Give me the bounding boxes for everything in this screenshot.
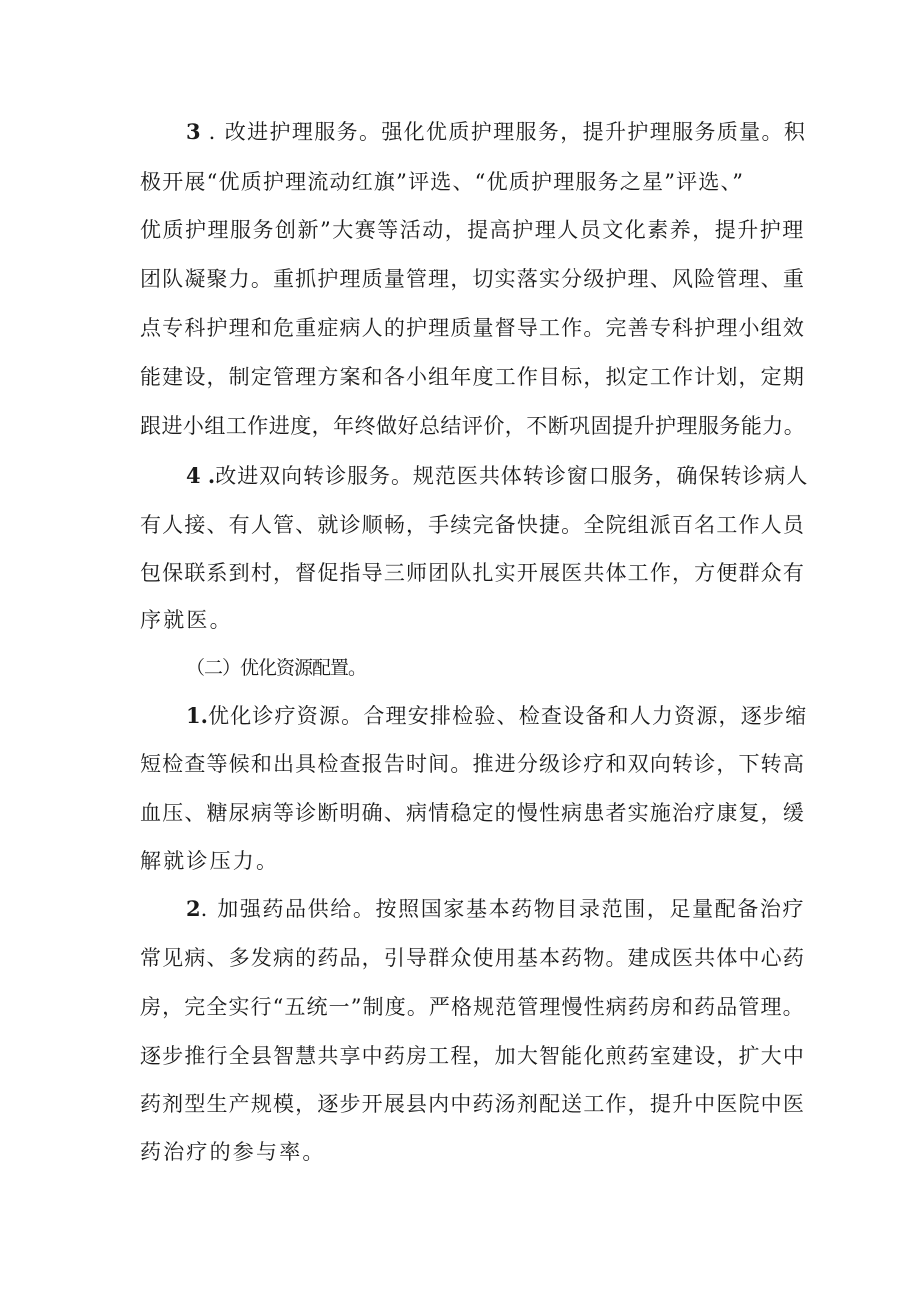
paragraph-line: 解就诊压力。 — [140, 849, 280, 873]
paragraph-line: 常见病、多发病的药品，引导群众使用基本药物。建成医共体中心药 — [140, 946, 805, 970]
paragraph-line: 有人接、有人管、就诊顺畅，手续完备快捷。全院组派百名工作人员 — [140, 513, 805, 537]
paragraph-4-line-1 — [186, 462, 809, 490]
paragraph-line: 跟进小组工作进度，年终做好总结评价，不断巩固提升护理服务能力。 — [140, 414, 806, 438]
paragraph-line: 药剂型生产规模，逐步开展县内中药汤剂配送工作，提升中医院中医 — [140, 1092, 805, 1116]
paragraph-line: 药治疗的参与率。 — [140, 1140, 326, 1164]
paragraph-text: . 加强药品供给。按照国家基本药物目录范围，足量配备治疗 — [200, 897, 806, 921]
paragraph-line: 极开展“优质护理流动红旗”评选、“优质护理服务之星”评选、” — [140, 170, 745, 194]
paragraph-text: 优化诊疗资源。合理安排检验、检查设备和人力资源，逐步缩 — [207, 704, 808, 728]
paragraph-text: 改进双向转诊服务。规范医共体转诊窗口服务，确保转诊病人 — [215, 464, 809, 488]
paragraph-line: 房，完全实行“五统一”制度。严格规范管理慢性病药房和药品管理。 — [140, 995, 805, 1019]
paragraph-number: 4 . — [186, 463, 216, 488]
paragraph-line: 短检查等候和出具检查报告时间。推进分级诊疗和双向转诊，下转高 — [140, 752, 805, 776]
section-heading: （二）优化资源配置。 — [186, 657, 367, 679]
paragraph-line: 逐步推行全县智慧共享中药房工程，加大智能化煎药室建设，扩大中 — [140, 1044, 805, 1068]
paragraph-number: 1. — [186, 703, 208, 728]
paragraph-line: 优质护理服务创新”大赛等活动，提高护理人员文化素养，提升护理 — [140, 218, 805, 242]
paragraph-1-line-1 — [186, 702, 808, 730]
paragraph-3-line-1 — [186, 118, 807, 146]
paragraph-line: 能建设，制定管理方案和各小组年度工作目标，拟定工作计划，定期 — [140, 365, 805, 389]
paragraph-number: 2 — [186, 896, 201, 921]
paragraph-line: 血压、糖尿病等诊断明确、病情稳定的慢性病患者实施治疗康复，缓 — [140, 801, 805, 825]
paragraph-line: 团队凝聚力。重抓护理质量管理，切实落实分级护理、风险管理、重 — [140, 267, 805, 291]
paragraph-line: 点专科护理和危重症病人的护理质量督导工作。完善专科护理小组效 — [140, 316, 805, 340]
paragraph-number: 3 — [186, 119, 201, 144]
paragraph-text: . 改进护理服务。强化优质护理服务，提升护理服务质量。积 — [200, 120, 807, 144]
paragraph-line: 包保联系到村，督促指导三师团队扎实开展医共体工作，方便群众有 — [140, 561, 805, 585]
paragraph-line: 序就医。 — [140, 608, 233, 632]
paragraph-2-line-1 — [186, 895, 806, 923]
